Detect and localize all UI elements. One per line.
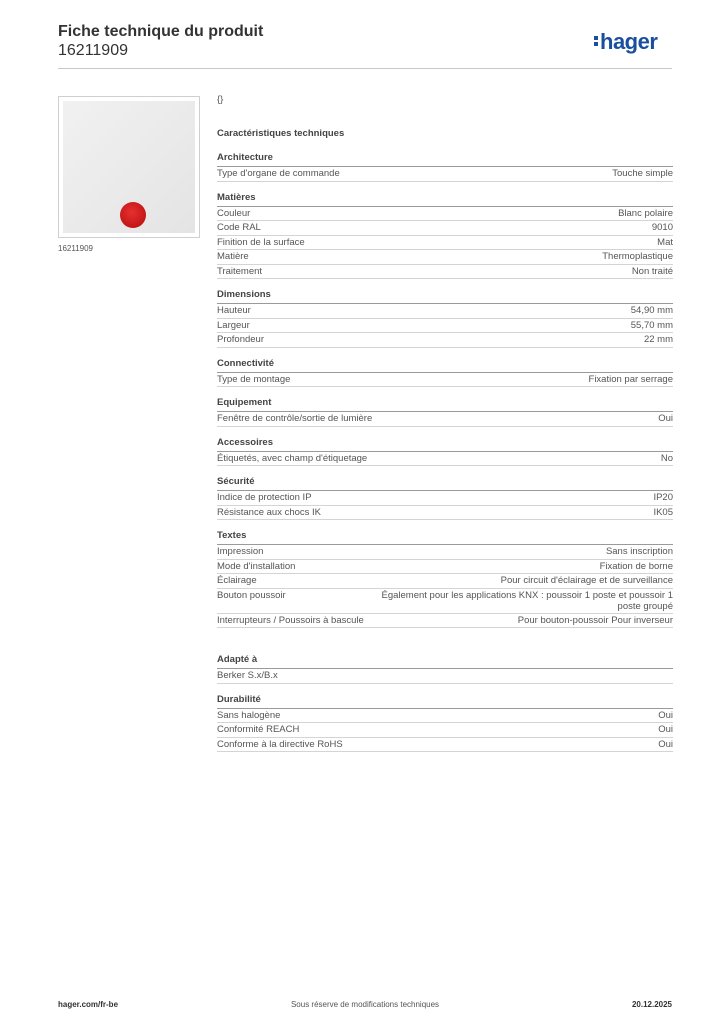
spec-label: Étiquetés, avec champ d'étiquetage (217, 452, 368, 464)
logo-text: hager (600, 29, 658, 54)
spec-label: Berker S.x/B.x (217, 670, 278, 681)
spec-label: Finition de la surface (217, 236, 305, 248)
spec-value: Thermoplastique (602, 251, 673, 262)
spec-value: Sans inscription (605, 546, 673, 557)
spec-value: No (660, 452, 673, 464)
spec-label: Conformité REACH (217, 724, 300, 735)
spec-row (217, 304, 673, 319)
spec-row (217, 506, 673, 521)
spec-label: Profondeur (217, 334, 265, 345)
product-reference: 16211909 (58, 42, 128, 59)
section-title: Adapté à (217, 654, 673, 669)
section-title: Durabilité (217, 694, 673, 709)
spec-row (217, 491, 673, 506)
indicator-light-icon (120, 202, 146, 228)
spec-row (217, 265, 673, 280)
spec-label: Impression (217, 546, 264, 557)
spec-value: Mat (657, 236, 673, 248)
spec-section (217, 152, 673, 182)
spec-label: Interrupteurs / Poussoirs à bascule (217, 614, 364, 626)
spec-value: Fixation de borne (599, 560, 673, 572)
spec-row (217, 207, 673, 222)
section-title: Textes (217, 530, 673, 545)
spec-label: Matière (217, 251, 249, 262)
spec-label: Sans halogène (217, 709, 281, 721)
spec-row (217, 709, 673, 724)
section-title: Accessoires (217, 437, 673, 452)
hager-logo (594, 30, 657, 54)
spec-label: Indice de protection IP (217, 492, 312, 503)
spec-value: IP20 (653, 492, 673, 503)
spec-value: IK05 (653, 506, 673, 518)
technical-specs (217, 94, 673, 752)
spec-label: Largeur (217, 319, 250, 331)
spec-row (217, 167, 673, 182)
spec-label: Type de montage (217, 373, 291, 385)
spec-row (217, 250, 673, 265)
product-image (58, 96, 200, 238)
page-title: Fiche technique du produit (58, 23, 264, 40)
spec-value: Oui (658, 738, 673, 750)
spec-row (217, 614, 673, 629)
spec-row (217, 333, 673, 348)
spec-value: Également pour les applications KNX : poussoir 1 poste et poussoir 1 poste groupé (381, 589, 673, 612)
spec-section (217, 476, 673, 520)
switch-plate (63, 101, 195, 233)
spec-label: Couleur (217, 207, 251, 219)
spec-value: Pour bouton-poussoir Pour inverseur (517, 614, 673, 626)
spec-value: Non traité (631, 265, 673, 277)
spec-label: Hauteur (217, 305, 251, 316)
spec-section (217, 397, 673, 427)
footer-website-link[interactable]: hager.com/fr-be (58, 1000, 119, 1009)
section-title: Architecture (217, 152, 673, 167)
spec-section (217, 530, 673, 628)
spec-row (217, 574, 673, 589)
spec-value: Oui (658, 413, 673, 424)
section-title: Equipement (217, 397, 673, 412)
spec-row (217, 738, 673, 753)
spec-value: Touche simple (612, 168, 673, 179)
footer-date: 20.12.2025 (631, 1000, 672, 1009)
footer-notice: Sous réserve de modifications techniques (290, 1000, 440, 1009)
spec-label: Résistance aux chocs IK (217, 506, 322, 518)
section-title: Connectivité (217, 358, 673, 373)
section-title: Matières (217, 192, 673, 207)
spec-sections (217, 152, 673, 752)
spec-row (217, 236, 673, 251)
spec-row (217, 319, 673, 334)
spec-row (217, 669, 673, 684)
spec-label: Traitement (217, 265, 263, 277)
spec-value: Pour circuit d'éclairage et de surveillance (500, 575, 673, 586)
spec-row (217, 589, 673, 614)
spec-row (217, 560, 673, 575)
logo-dots-icon (594, 34, 599, 48)
spec-value: 22 mm (643, 334, 673, 345)
spec-row (217, 545, 673, 560)
spec-value: 55,70 mm (630, 319, 673, 331)
spec-section (217, 694, 673, 753)
spec-row (217, 412, 673, 427)
section-title: Dimensions (217, 289, 673, 304)
spec-row (217, 723, 673, 738)
spec-row (217, 373, 673, 388)
spec-value: 54,90 mm (630, 305, 673, 316)
spec-section (217, 358, 673, 388)
spec-value: Fixation par serrage (588, 373, 673, 385)
spec-value: Oui (658, 709, 673, 721)
spec-section (217, 437, 673, 467)
header-titles (58, 22, 263, 60)
spec-section (217, 192, 673, 280)
spec-label: Type d'organe de commande (217, 168, 340, 179)
spec-label: Code RAL (217, 222, 261, 233)
section-title: Sécurité (217, 476, 673, 491)
placeholder-text: {} (217, 94, 224, 105)
spec-row (217, 221, 673, 236)
spec-value: Oui (658, 724, 673, 735)
spec-label: Fenêtre de contrôle/sortie de lumière (217, 413, 373, 424)
spec-row (217, 452, 673, 467)
spec-label: Éclairage (217, 575, 257, 586)
spec-value: Blanc polaire (618, 207, 673, 219)
spec-label: Bouton poussoir (217, 589, 286, 601)
spec-section (217, 289, 673, 348)
spec-label: Mode d'installation (217, 560, 296, 572)
header-divider (58, 68, 672, 69)
product-image-caption: 16211909 (58, 244, 93, 253)
spec-value: 9010 (651, 222, 673, 233)
specs-heading: Caractéristiques techniques (217, 128, 345, 139)
spec-section (217, 654, 673, 684)
spec-label: Conforme à la directive RoHS (217, 738, 343, 750)
